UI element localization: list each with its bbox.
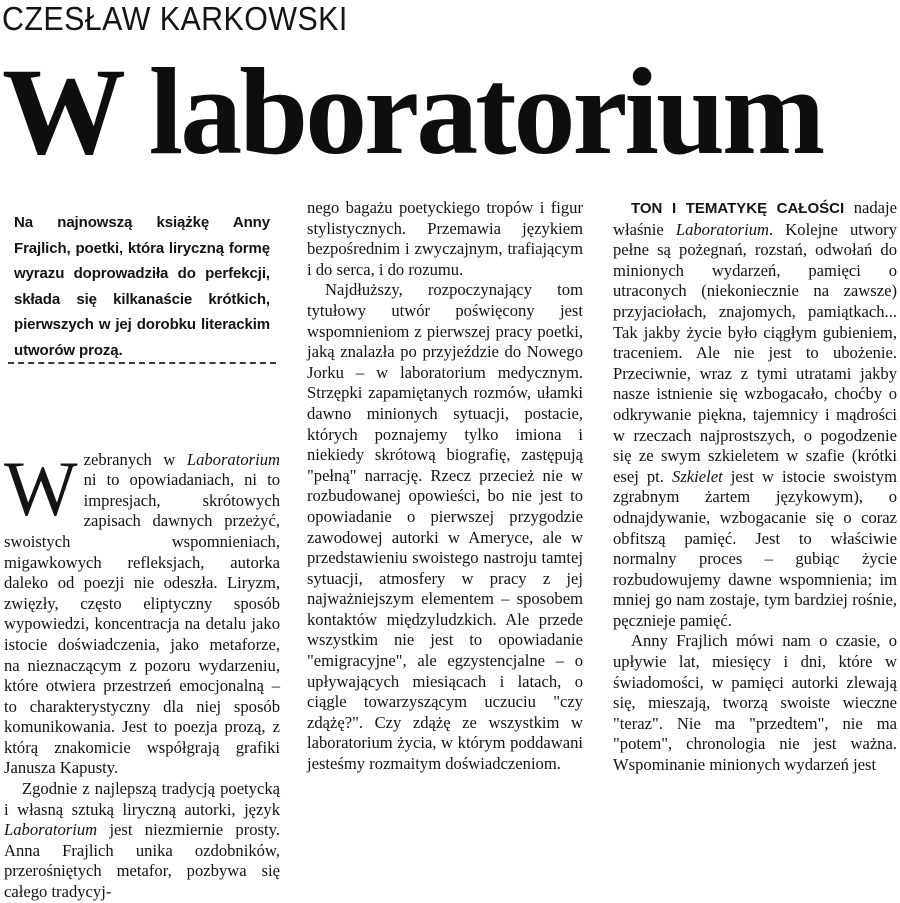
text-run: . Kolejne utwory pełne są pożegnań, rozstań, odwołań do minionych wydarzeń, pamięci o utraconych (niekoniecznie na zawsze) przyjaciołach, znajomych, pamiątkach... Tak jakby życie było ciągłym gubieniem, traceniem. Ale nie jest to ubożenie. Przeciwnie, wraz z tymi utratami jakby nasze istnienie się wzbogacało, choćby o odkrywanie piękna, tajemnicy i mądrości w rzeczach najprostszych, o pogodzenie się ze swym szkieletem w szafie (krótki esej pt. (613, 219, 898, 486)
body-paragraph (4, 444, 280, 780)
book-title-italic: Laboratorium (675, 219, 769, 239)
drop-cap: W (4, 444, 78, 532)
column-3 (613, 198, 897, 776)
book-title-italic: Laboratorium (186, 449, 280, 469)
author-byline: CZESŁAW KARKOWSKI (2, 0, 348, 37)
text-run: ni to opowiadaniach, ni to impresjach, skrótowych zapisach dawnych przeżyć, swoistych wspomnieniach, migawkowych refleksjach, autorka daleko od poezji nie odeszła. Liryzm, zwięzły, często eliptyczny sposób wypowiedzi, koncentracja na detalu jako istocie doświadczenia, jako metaforze, na nieznaczącym z pozoru wydarzeniu, które otwiera przestrzeń emocjonalną – to charakterystyczny dla niej sposób komunikowania. Jest to poezja prozą, z którą znakomicie współgrają grafiki Janusza Kapusty. (4, 470, 280, 778)
body-paragraph: Anny Frajlich mówi nam o czasie, o upływie lat, miesięcy i dni, które w świadomości, w pamięci autorki zlewają się, mieszają, tworzą swoiste wieczne "teraz". Nie ma "przedtem", nie ma "potem", chronologia nie jest ważna. Wspominanie minionych wydarzeń jest (613, 631, 897, 775)
lead-divider (8, 362, 276, 364)
text-run: jest niezmiernie prosty. Anna Frajlich unika ozdobników, przerośniętych metafor, pozbywa się całego tradycyj- (4, 820, 280, 902)
text-run: nadaje właśnie (613, 198, 898, 239)
column-2 (307, 198, 583, 775)
text-run: zebranych w (83, 449, 187, 469)
essay-title-italic: Szkielet (672, 466, 723, 486)
column-1 (4, 198, 280, 903)
book-title-italic: Laboratorium (4, 820, 98, 840)
body-paragraph: Najdłuższy, rozpoczynający tom tytułowy utwór poświęcony jest wspomnieniom z pierwszej pracy poetki, jaką znalazła po przyjeździe do Nowego Jorku – w laboratorium medycznym. Strzępki zapamiętanych rozmów, ułamki dawno minionych sytuacji, postacie, których poznajemy tylko imiona i niekiedy skrótową biografię, zastępują "pełną" narrację. Rzecz przecież nie w rozbudowanej opowieści, bo nie jest to opowiadanie o pierwszej przygodzie zawodowej autorki w Ameryce, ale w przedstawieniu swoistego nastroju tamtej sytuacji, atmosfery w pracy z jej najważniejszym elementem – sposobem kontaktów międzyludzkich. Ale przede wszystkim nie jest to opowiadanie "emigracyjne", ale egzystencjalne – o upływających miesiącach i latach, o ciągle towarzyszącym uczuciu "czy zdążę?". Czy zdążę ze wszystkim w laboratorium życia, w którym poddawani jesteśmy rozmaitym doświadczeniom. (307, 280, 583, 774)
body-paragraph (613, 198, 897, 631)
lead-paragraph: Na najnowszą książkę Anny Frajlich, poetki, która liryczną formę wyrazu doprowadziła do perfekcji, składa się kilkanaście krótkich, pierwszych w jej dorobku literackim utworów prozą. (14, 214, 270, 359)
body-paragraph (4, 779, 280, 903)
article-headline: W laboratorium (2, 43, 823, 180)
section-caps: TON I TEMATYKĘ CAŁOŚCI (631, 200, 845, 217)
body-paragraph: nego bagażu poetyckiego tropów i figur stylistycznych. Przemawia językiem bezpośrednim i zwyczajnym, trafiającym i do serca, i do rozumu. (307, 198, 583, 279)
text-run: Zgodnie z najlepszą tradycją poetycką i własną sztuką liryczną autorki, język (4, 779, 280, 819)
text-run: jest w istocie swoistym zgrabnym żartem językowym), o odnajdywanie, wzbogacanie się o coraz obfitszą pamięć. Jest to właściwie normalny proces – gubiąc życie rozbudowujemy dawne wspomnienia; im mniej go nam zostaje, tym bardziej rośnie, pęcznieje pamięć. (613, 466, 897, 630)
